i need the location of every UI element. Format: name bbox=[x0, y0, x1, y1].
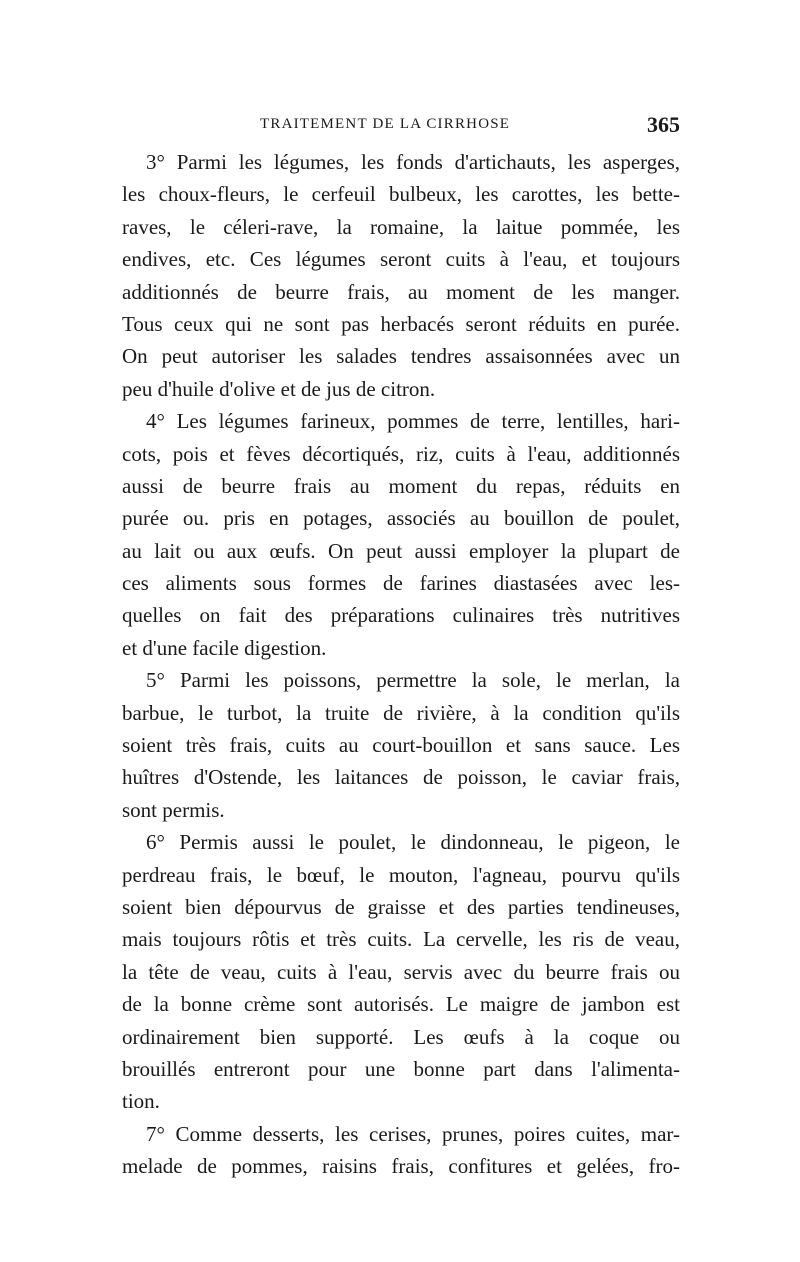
page-number: 365 bbox=[647, 112, 680, 137]
text-line: 7° Comme desserts, les cerises, prunes, poires cuites, mar- bbox=[146, 1121, 680, 1146]
running-head bbox=[122, 112, 680, 140]
text-line: mais toujours rôtis et très cuits. La cervelle, les ris de veau, bbox=[122, 927, 680, 952]
text-line: peu d'huile d'olive et de jus de citron. bbox=[122, 376, 436, 401]
text-line: ordinairement bien supporté. Les œufs à la coque ou bbox=[122, 1024, 680, 1049]
text-line: barbue, le turbot, la truite de rivière, à la condition qu'ils bbox=[122, 700, 680, 725]
text-line: aussi de beurre frais au moment du repas, réduits en bbox=[122, 473, 680, 498]
text-line: huîtres d'Ostende, les laitances de poisson, le caviar frais, bbox=[122, 765, 680, 790]
body-text bbox=[122, 146, 680, 1183]
text-line: de la bonne crème sont autorisés. Le maigre de jambon est bbox=[122, 992, 680, 1017]
text-line: tion. bbox=[122, 1089, 160, 1114]
text-line: endives, etc. Ces légumes seront cuits à l'eau, et toujours bbox=[122, 247, 680, 272]
text-line: les choux-fleurs, le cerfeuil bulbeux, les carottes, les bette- bbox=[122, 182, 680, 207]
text-line: soient bien dépourvus de graisse et des parties tendineuses, bbox=[122, 894, 680, 919]
text-line: soient très frais, cuits au court-bouillon et sans sauce. Les bbox=[122, 733, 680, 758]
text-line: 5° Parmi les poissons, permettre la sole, le merlan, la bbox=[146, 668, 680, 693]
text-line: la tête de veau, cuits à l'eau, servis avec du beurre frais ou bbox=[122, 959, 680, 984]
text-line: ces aliments sous formes de farines diastasées avec les- bbox=[122, 571, 680, 596]
text-line: 3° Parmi les légumes, les fonds d'artichauts, les asperges, bbox=[146, 150, 680, 174]
text-line: quelles on fait des préparations culinaires très nutritives bbox=[122, 603, 680, 628]
text-line: perdreau frais, le bœuf, le mouton, l'agneau, pourvu qu'ils bbox=[122, 862, 680, 887]
text-line: 6° Permis aussi le poulet, le dindonneau, le pigeon, le bbox=[146, 830, 680, 855]
text-line: sont permis. bbox=[122, 797, 225, 822]
text-line: cots, pois et fèves décortiqués, riz, cuits à l'eau, additionnés bbox=[122, 441, 680, 466]
running-title: TRAITEMENT DE LA CIRRHOSE bbox=[260, 116, 511, 132]
text-line: On peut autoriser les salades tendres assaisonnées avec un bbox=[122, 344, 680, 369]
text-line: brouillés entreront pour une bonne part dans l'alimenta- bbox=[122, 1056, 680, 1081]
text-line: purée ou. pris en potages, associés au bouillon de poulet, bbox=[122, 506, 680, 531]
text-line: raves, le céleri-rave, la romaine, la laitue pommée, les bbox=[122, 214, 680, 239]
text-line: au lait ou aux œufs. On peut aussi employer la plupart de bbox=[122, 538, 680, 563]
text-line: 4° Les légumes farineux, pommes de terre, lentilles, hari- bbox=[146, 409, 680, 434]
text-line: additionnés de beurre frais, au moment de les manger. bbox=[122, 279, 680, 304]
text-line: Tous ceux qui ne sont pas herbacés seront réduits en purée. bbox=[122, 311, 680, 336]
text-line: melade de pommes, raisins frais, confitures et gelées, fro- bbox=[122, 1154, 680, 1179]
text-line: et d'une facile digestion. bbox=[122, 635, 327, 660]
